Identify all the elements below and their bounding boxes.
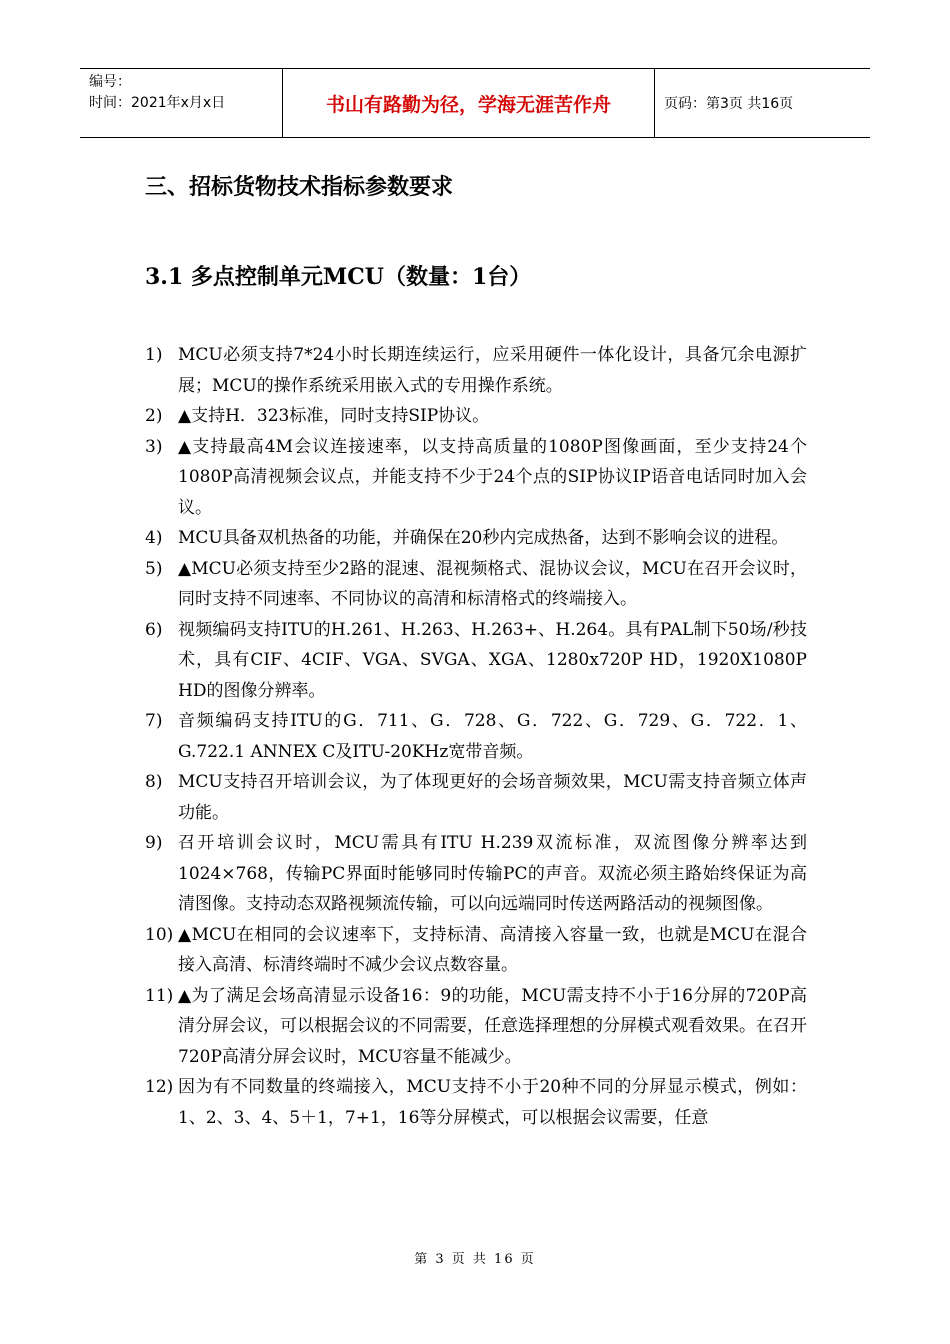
item-text: 召开培训会议时，MCU需具有ITU H.239双流标准，双流图像分辨率达到1024×768，传输PC界面时能够同时传输PC的声音。双流必须主路始终保证为高清图像。支持动态双路视频流传输，可以向远端同时传送两路活动的视频图像。 bbox=[178, 833, 807, 914]
list-item bbox=[145, 1072, 807, 1133]
item-text: MCU必须支持7*24小时长期连续运行，应采用硬件一体化设计，具备冗余电源扩展；MCU的操作系统采用嵌入式的专用操作系统。 bbox=[178, 345, 807, 396]
item-text: MCU支持召开培训会议，为了体现更好的会场音频效果，MCU需支持音频立体声功能。 bbox=[178, 772, 807, 823]
item-text: ▲MCU必须支持至少2路的混速、混视频格式、混协议会议，MCU在召开会议时，同时支持不同速率、不同协议的高清和标清格式的终端接入。 bbox=[178, 558, 807, 609]
item-text: ▲MCU在相同的会议速率下，支持标清、高清接入容量一致，也就是MCU在混合接入高清、标清终端时不减少会议点数容量。 bbox=[178, 924, 807, 975]
item-text: 因为有不同数量的终端接入，MCU支持不小于20种不同的分屏显示模式，例如：1、2、3、4、5＋1，7+1，16等分屏模式，可以根据会议需要，任意 bbox=[178, 1077, 807, 1128]
section-title: 三、招标货物技术指标参数要求 bbox=[145, 175, 454, 200]
item-number: 6) bbox=[145, 619, 163, 640]
item-text: ▲支持H．323标准，同时支持SIP协议。 bbox=[178, 406, 490, 426]
item-number: 11) bbox=[145, 985, 174, 1006]
item-number: 3) bbox=[145, 436, 163, 457]
list-item bbox=[145, 615, 807, 707]
list-item bbox=[145, 706, 807, 767]
list-item bbox=[145, 432, 807, 524]
header-meta bbox=[80, 69, 282, 137]
page-header bbox=[80, 68, 870, 138]
item-text: ▲为了满足会场高清显示设备16：9的功能，MCU需支持不小于16分屏的720P高清分屏会议，可以根据会议的不同需要，任意选择理想的分屏模式观看效果。在召开720P高清分屏会议时，MCU容量不能减少。 bbox=[178, 985, 807, 1067]
item-number: 1) bbox=[145, 345, 163, 365]
list-item bbox=[145, 981, 807, 1073]
item-number: 7) bbox=[145, 711, 163, 731]
header-id-label: 编号： bbox=[89, 74, 131, 90]
list-item bbox=[145, 554, 807, 615]
item-number: 4) bbox=[145, 528, 163, 548]
item-text: MCU具备双机热备的功能，并确保在20秒内完成热备，达到不影响会议的进程。 bbox=[178, 528, 789, 548]
item-text: ▲支持最高4M会议连接速率，以支持高质量的1080P图像画面，至少支持24个1080P高清视频会议点，并能支持不少于24个点的SIP协议IP语音电话同时加入会议。 bbox=[178, 436, 807, 518]
item-number: 12) bbox=[145, 1077, 174, 1097]
requirements-list bbox=[145, 340, 807, 1133]
list-item bbox=[145, 523, 807, 554]
header-motto: 书山有路勤为径，学海无涯苦作舟 bbox=[282, 69, 655, 137]
item-number: 9) bbox=[145, 833, 163, 853]
page-footer: 第 3 页 共 16 页 bbox=[414, 1252, 536, 1267]
item-text: 音频编码支持ITU的G．711、G．728、G．722、G．729、G．722．1、G.722.1 ANNEX C及ITU-20KHz宽带音频。 bbox=[178, 711, 807, 762]
header-page-info: 页码：第3页 共16页 bbox=[664, 96, 794, 112]
list-item bbox=[145, 920, 807, 981]
list-item bbox=[145, 401, 807, 432]
item-number: 8) bbox=[145, 772, 163, 792]
item-number: 10) bbox=[145, 924, 174, 945]
item-text: 视频编码支持ITU的H.261、H.263、H.263+、H.264。具有PAL制下50场/秒技术，具有CIF、4CIF、VGA、SVGA、XGA、1280x720P HD，1920X1080P HD的图像分辨率。 bbox=[178, 619, 807, 701]
subsection-title: 3.1 多点控制单元MCU（数量：1台） bbox=[145, 264, 532, 290]
list-item bbox=[145, 828, 807, 920]
list-item bbox=[145, 340, 807, 401]
item-number: 2) bbox=[145, 406, 163, 426]
item-number: 5) bbox=[145, 558, 163, 579]
header-time-label: 时间：2021年x月x日 bbox=[89, 95, 226, 111]
list-item bbox=[145, 767, 807, 828]
